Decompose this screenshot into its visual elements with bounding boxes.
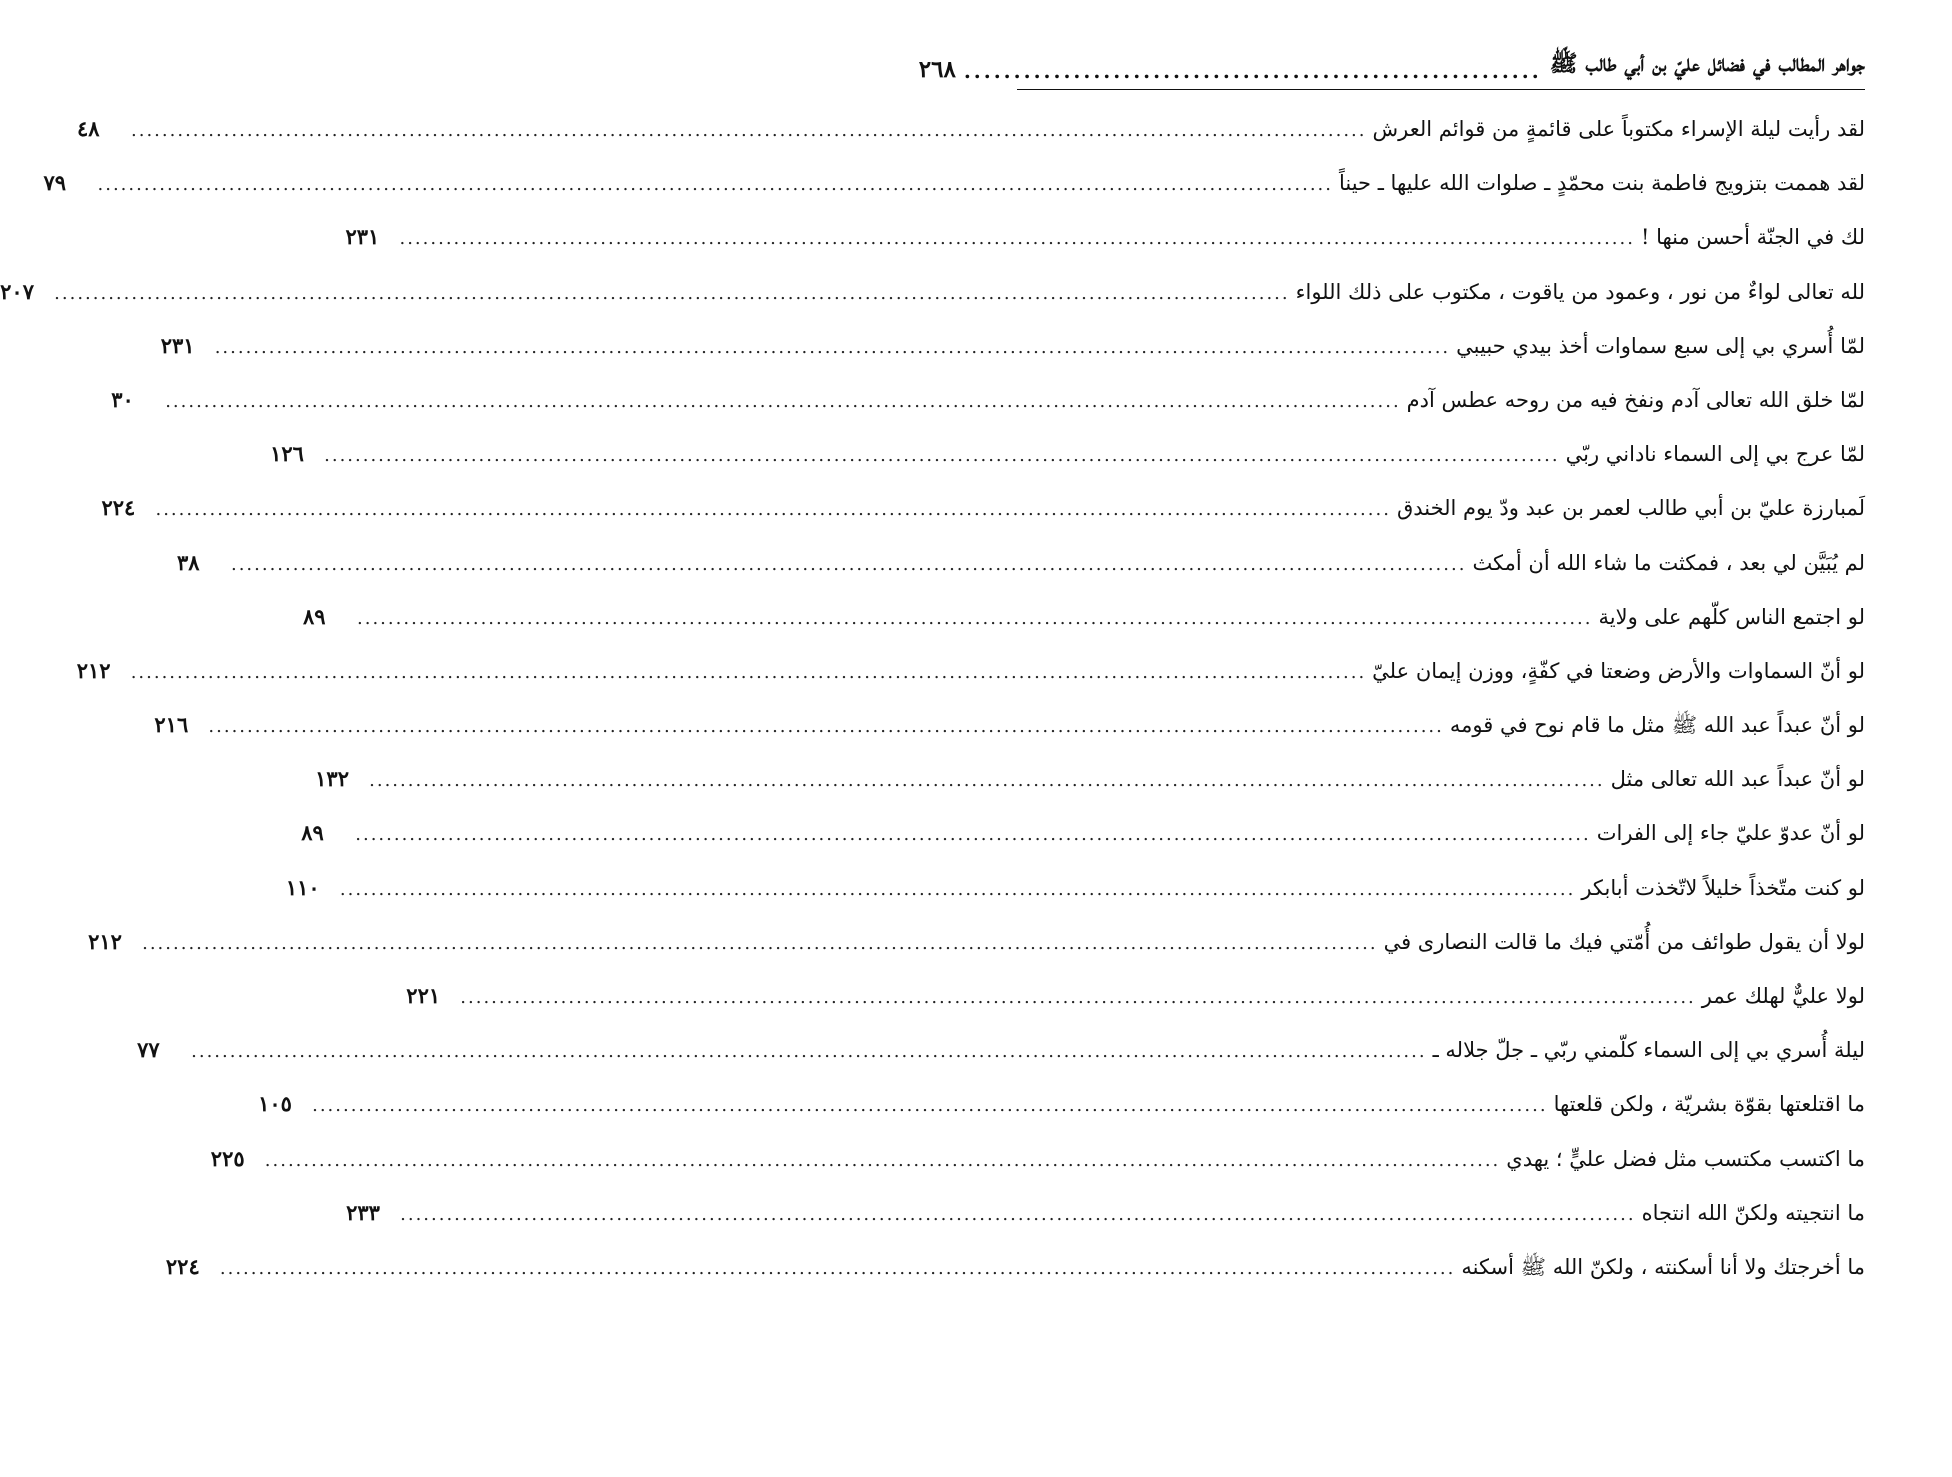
dot-leader: ................................................................................................................................................................ (230, 553, 1467, 575)
index-entry (258, 1077, 1865, 1131)
entry-text: ليلة أُسري بي إلى السماء كلّمني ربّي ـ جلّ جلاله ـ (1432, 1038, 1865, 1063)
entry-page: ٢٣١ (160, 332, 195, 358)
entry-text: لمّا أُسري بي إلى سبع سماوات أخذ بيدي حبيبي (1456, 333, 1865, 358)
entry-text: لو أنّ السماوات والأرض وضعتا في كفّةٍ، ووزن إيمان عليّ (1372, 658, 1865, 683)
entry-page: ٢٣١ (345, 224, 380, 250)
page-number: ٢٦٨ (918, 56, 956, 83)
dot-leader: ................................................................................................................................................................ (130, 661, 1367, 683)
entry-page: ٨٩ (303, 603, 326, 629)
index-entry (160, 319, 1865, 373)
entry-text: لَمبارزة عليّ بن أبي طالب لعمر بن عبد ودّ يوم الخندق (1396, 496, 1865, 521)
entry-text: لو كنت متّخذاً خليلاً لاتّخذت أبابكر (1581, 875, 1865, 900)
dot-leader: ................................................................................................................................................................ (54, 282, 1290, 304)
entry-text: ما اكتسب مكتسب مثل فضل عليٍّ ؛ يهدي (1506, 1146, 1865, 1171)
index-entry (137, 1023, 1865, 1077)
entry-text: لولا عليٌّ لهلك عمر (1701, 984, 1865, 1008)
index-entry (165, 1240, 1865, 1294)
dot-leader: ................................................................................................................................................................ (355, 824, 1591, 846)
book-title: جواهر المطالب في فضائل عليّ بن أبي طالب ﷺ (1549, 50, 1865, 77)
index-entry (77, 102, 1865, 156)
index-entries (0, 102, 1865, 1294)
entry-text: لمّا خلق الله تعالى آدم ونفخ فيه من روحه عطس آدم (1406, 387, 1865, 412)
entry-page: ٣٨ (176, 549, 200, 575)
index-entry (176, 536, 1865, 590)
entry-page: ٢٣٣ (346, 1199, 380, 1225)
dot-leader: ................................................................................................................................................................ (324, 445, 1560, 467)
entry-page: ٢٢٥ (210, 1145, 245, 1171)
header-dot-leader: .......................................................... (963, 59, 1542, 83)
index-entry (406, 969, 1865, 1023)
entry-text: لقد هممت بتزويج فاطمة بنت محمّدٍ ـ صلوات الله عليها ـ حيناً (1338, 171, 1865, 196)
entry-text: لله تعالى لواءٌ من نور ، وعمود من ياقوت ، مكتوب على ذلك اللواء (1295, 279, 1865, 304)
entry-page: ٢٠٧ (0, 278, 34, 304)
dot-leader: ................................................................................................................................................................ (400, 1203, 1636, 1225)
dot-leader: ................................................................................................................................................................ (214, 336, 1451, 358)
entry-text: ما انتجيته ولكنّ الله انتجاه (1641, 1200, 1865, 1225)
dot-leader: ................................................................................................................................................................ (131, 120, 1367, 141)
entry-text: لقد رأيت ليلة الإسراء مكتوباً على قائمةٍ من قوائم العرش (1372, 117, 1865, 141)
entry-page: ٢٢١ (406, 983, 441, 1008)
entry-page: ٢١٢ (76, 657, 111, 683)
index-entry (76, 644, 1865, 698)
index-entry (301, 806, 1865, 860)
entry-page: ٢١٦ (154, 712, 189, 738)
index-entry (270, 427, 1865, 481)
entry-page: ٧٩ (43, 170, 67, 196)
entry-text: لولا أن يقول طوائف من أُمّتي فيك ما قالت النصارى في (1383, 929, 1865, 954)
entry-text: لم يُبَيَّن لي بعد ، فمكثت ما شاء الله أن أمكث (1472, 550, 1865, 575)
dot-leader: ................................................................................................................................................................ (460, 987, 1696, 1008)
entry-page: ٨٩ (301, 820, 324, 846)
entry-text: لك في الجنّة أحسن منها ! (1640, 225, 1865, 250)
entry-page: ١٣٢ (315, 766, 349, 792)
dot-leader: ................................................................................................................................................................ (369, 770, 1605, 792)
entry-page: ٣٠ (111, 386, 134, 412)
index-entry (101, 481, 1865, 535)
dot-leader: ................................................................................................................................................................ (155, 499, 1391, 521)
entry-page: ٢٢٤ (101, 495, 136, 521)
entry-page: ٢٢٤ (165, 1253, 200, 1279)
dot-leader: ................................................................................................................................................................ (312, 1095, 1548, 1117)
entry-page: ١٢٦ (270, 441, 304, 467)
dot-leader: ................................................................................................................................................................ (219, 1257, 1456, 1279)
dot-leader: ................................................................................................................................................................ (399, 228, 1635, 250)
entry-page: ١١٠ (285, 874, 320, 900)
index-entry (43, 156, 1865, 210)
index-entry (154, 698, 1865, 752)
dot-leader: ................................................................................................................................................................ (357, 607, 1593, 629)
index-entry (285, 861, 1865, 915)
entry-page: ٧٧ (137, 1037, 160, 1063)
entry-text: لو أنّ عدوّ عليّ جاء إلى الفرات (1596, 821, 1865, 846)
index-entry (315, 752, 1865, 806)
index-entry (303, 590, 1865, 644)
dot-leader: ................................................................................................................................................................ (165, 390, 1401, 412)
dot-leader: ................................................................................................................................................................ (142, 932, 1378, 954)
entry-text: ما اقتلعتها بقوّة بشريّة ، ولكن قلعتها (1553, 1092, 1865, 1117)
dot-leader: ................................................................................................................................................................ (191, 1041, 1427, 1063)
index-entry (210, 1132, 1865, 1186)
index-page (0, 48, 1865, 1294)
dot-leader: ................................................................................................................................................................ (339, 878, 1576, 900)
entry-page: ٤٨ (77, 116, 100, 141)
dot-leader: ................................................................................................................................................................ (97, 174, 1333, 196)
index-entry (346, 1186, 1865, 1240)
entry-text: ما أخرجتك ولا أنا أسكنته ، ولكنّ الله ﷺ أسكنه (1461, 1254, 1865, 1279)
entry-page: ١٠٥ (258, 1091, 292, 1117)
entry-text: لو أنّ عبداً عبد الله ﷺ مثل ما قام نوح في قومه (1449, 713, 1865, 738)
index-entry (0, 265, 1865, 319)
entry-text: لمّا عرج بي إلى السماء ناداني ربّي (1565, 442, 1865, 467)
dot-leader: ................................................................................................................................................................ (208, 716, 1444, 738)
entry-text: لو اجتمع الناس كلّهم على ولاية (1598, 604, 1865, 629)
index-entry (345, 210, 1865, 264)
entry-text: لو أنّ عبداً عبد الله تعالى مثل (1610, 767, 1865, 792)
index-entry (88, 915, 1865, 969)
running-header (918, 48, 1865, 90)
index-entry (111, 373, 1865, 427)
entry-page: ٢١٢ (88, 928, 122, 954)
dot-leader: ................................................................................................................................................................ (264, 1149, 1501, 1171)
